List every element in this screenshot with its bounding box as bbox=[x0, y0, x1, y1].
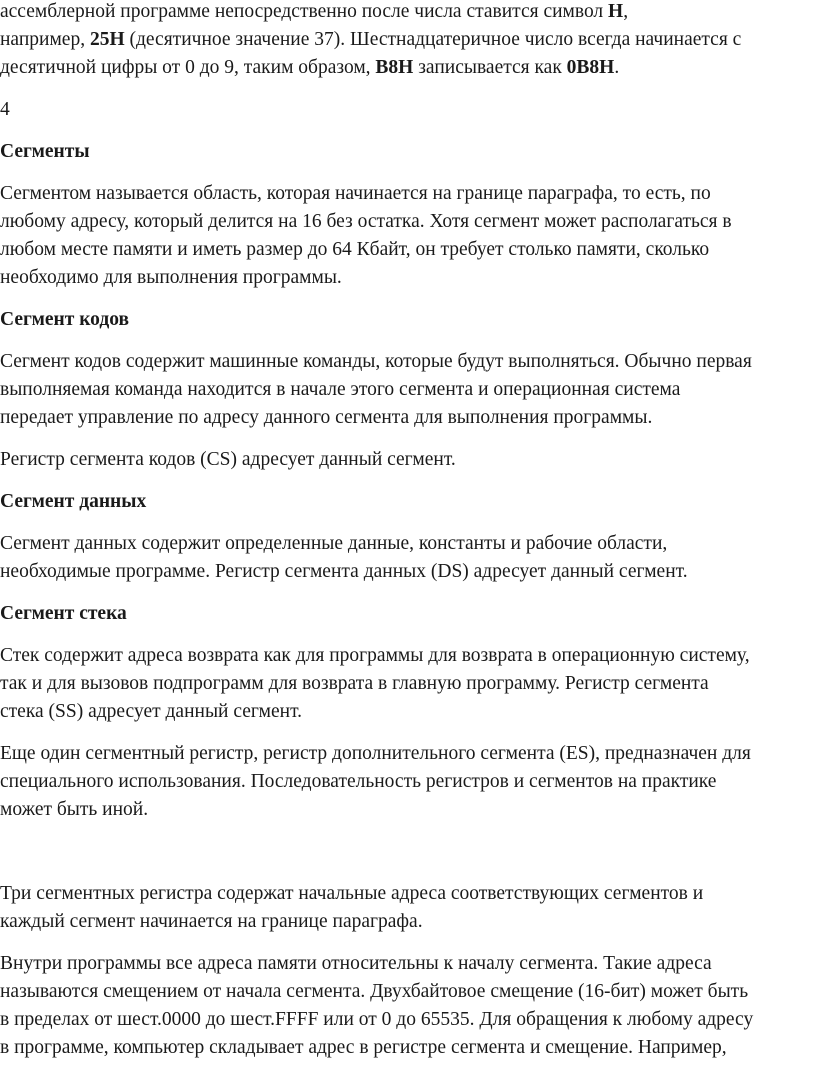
text-line: необходимые программе. Регистр сегмента данных (DS) адресует данный сегмент. bbox=[0, 561, 688, 582]
text-line: любому адресу, который делится на 16 без остатка. Хотя сегмент может располагаться в bbox=[0, 211, 732, 232]
bold-term: 25H bbox=[89, 29, 125, 50]
text-run: ассемблерной программе непосредственно после числа ставится символ bbox=[0, 1, 609, 22]
text-line: необходимо для выполнения программы. bbox=[0, 267, 342, 288]
text-line: каждый сегмент начинается на границе параграфа. bbox=[0, 911, 423, 932]
extra-segment-paragraph bbox=[0, 740, 816, 824]
text-line: специального использования. Последовательность регистров и сегментов на практике bbox=[0, 771, 717, 792]
text-line bbox=[0, 26, 816, 54]
text-line: так и для вызовов подпрограмм для возврата в главную программу. Регистр сегмента bbox=[0, 673, 709, 694]
code-segment-paragraph bbox=[0, 348, 816, 432]
text-line bbox=[0, 0, 816, 26]
text-run: (десятичное значение 37). Шестнадцатеричное число всегда начинается с bbox=[124, 29, 742, 50]
text-line: любом месте памяти и иметь размер до 64 Кбайт, он требует столько памяти, сколько bbox=[0, 239, 710, 260]
segments-paragraph bbox=[0, 180, 816, 292]
offsets-paragraph bbox=[0, 950, 816, 1062]
text-line: может быть иной. bbox=[0, 799, 149, 820]
text-line: в программе, компьютер складывает адрес в регистре сегмента и смещение. Например, bbox=[0, 1037, 727, 1058]
stack-segment-paragraph bbox=[0, 642, 816, 726]
text-line: стека (SS) адресует данный сегмент. bbox=[0, 701, 303, 722]
three-registers-paragraph bbox=[0, 880, 816, 936]
stack-segment-heading: Сегмент стека bbox=[0, 603, 127, 624]
code-segment-heading: Сегмент кодов bbox=[0, 309, 130, 330]
text-run: . bbox=[614, 57, 620, 78]
bold-term: 0B8H bbox=[566, 57, 615, 78]
text-line: Три сегментных регистра содержат начальные адреса соответствующих сегментов и bbox=[0, 883, 704, 904]
text-run: десятичной цифры от 0 до 9, таким образом, bbox=[0, 57, 376, 78]
bold-term: H bbox=[608, 1, 624, 22]
data-segment-paragraph bbox=[0, 530, 816, 586]
section-number: 4 bbox=[0, 99, 10, 120]
text-line: Еще один сегментный регистр, регистр дополнительного сегмента (ES), предназначен для bbox=[0, 743, 751, 764]
text-line: Стек содержит адреса возврата как для программы для возврата в операционную систему, bbox=[0, 645, 750, 666]
code-segment-register: Регистр сегмента кодов (CS) адресует данный сегмент. bbox=[0, 449, 456, 470]
text-line: Сегментом называется область, которая начинается на границе параграфа, то есть, по bbox=[0, 183, 711, 204]
text-line: называются смещением от начала сегмента. Двухбайтовое смещение (16-бит) может быть bbox=[0, 981, 749, 1002]
text-line: в пределах от шест.0000 до шест.FFFF или от 0 до 65535. Для обращения к любому адресу bbox=[0, 1009, 754, 1030]
text-run: , bbox=[623, 1, 629, 22]
segments-heading: Сегменты bbox=[0, 141, 90, 162]
bold-term: B8H bbox=[375, 57, 414, 78]
text-line: передает управление по адресу данного сегмента для выполнения программы. bbox=[0, 407, 653, 428]
text-run: записывается как bbox=[413, 57, 567, 78]
text-line: Сегмент кодов содержит машинные команды, которые будут выполняться. Обычно первая bbox=[0, 351, 752, 372]
data-segment-heading: Сегмент данных bbox=[0, 491, 147, 512]
text-line: выполняемая команда находится в начале этого сегмента и операционная система bbox=[0, 379, 681, 400]
text-line: Сегмент данных содержит определенные данные, константы и рабочие области, bbox=[0, 533, 668, 554]
text-line bbox=[0, 54, 816, 82]
text-run: например, bbox=[0, 29, 90, 50]
intro-paragraph bbox=[0, 0, 816, 82]
text-line: Внутри программы все адреса памяти относительны к началу сегмента. Такие адреса bbox=[0, 953, 712, 974]
